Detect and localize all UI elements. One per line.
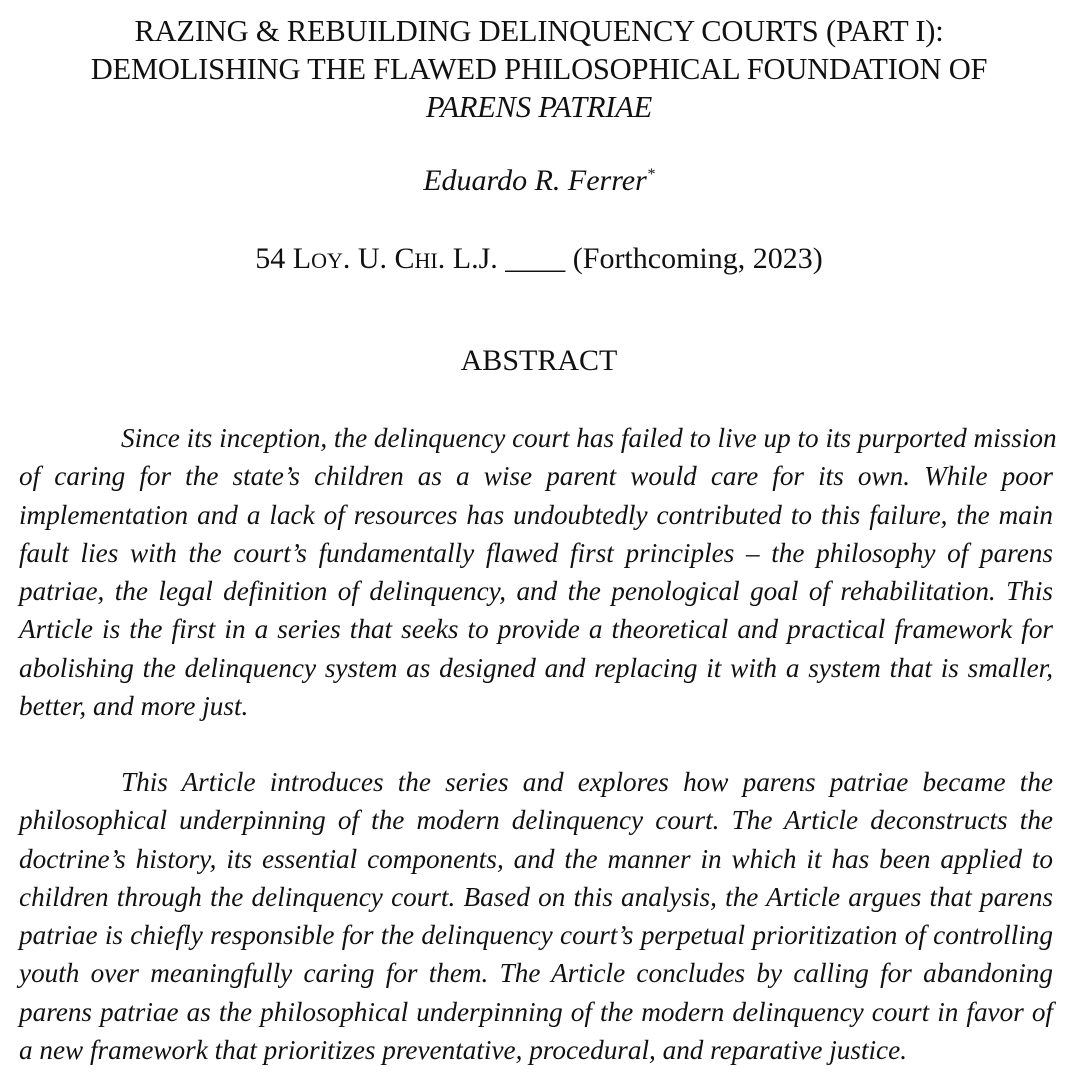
abstract-p2-line: youth over meaningfully caring for them. The Article concludes by calling for abandoning: [19, 958, 1053, 989]
citation-journal: LOY. U. CHI. L.J.: [292, 242, 498, 275]
title-line-3: PARENS PATRIAE: [425, 90, 653, 124]
author-footnote-mark: *: [646, 166, 655, 183]
author-name: Eduardo R. Ferrer: [423, 164, 647, 197]
abstract-p2-line: doctrine’s history, its essential components, and the manner in which it has been applied to: [19, 843, 1053, 874]
abstract-p1-line: patriae, the legal definition of delinquency, and the penological goal of rehabilitation. This: [19, 576, 1053, 607]
abstract-p1-line: fault lies with the court’s fundamentally flawed first principles – the philosophy of parens: [19, 537, 1053, 568]
citation-line: [0, 240, 1078, 280]
abstract-p2-line: patriae is chiefly responsible for the delinquency court’s perpetual prioritization of controlling: [19, 920, 1053, 951]
abstract-heading: ABSTRACT: [460, 344, 618, 377]
abstract-p1-line: of caring for the state’s children as a wise parent would care for its own. While poor: [19, 461, 1053, 492]
title-line-1: RAZING & REBUILDING DELINQUENCY COURTS (PART I):: [134, 14, 944, 48]
citation-status: (Forthcoming, 2023): [572, 242, 823, 275]
abstract-p1-line: implementation and a lack of resources has undoubtedly contributed to this failure, the main: [19, 499, 1053, 530]
abstract-p2-line: This Article introduces the series and explores how parens patriae became the: [121, 767, 1053, 797]
citation-page-blank: ____: [505, 242, 566, 275]
abstract-p2-line: parens patriae as the philosophical underpinning of the modern delinquency court in favor of: [19, 996, 1053, 1027]
abstract-p1-line: better, and more just.: [19, 691, 249, 722]
abstract-paragraph-1: [19, 419, 1057, 725]
abstract-p1-line: abolishing the delinquency system as designed and replacing it with a system that is smaller,: [19, 652, 1053, 683]
abstract-p2-line: philosophical underpinning of the modern delinquency court. The Article deconstructs the: [19, 805, 1053, 836]
abstract-p1-line: Since its inception, the delinquency court has failed to live up to its purported mission: [121, 423, 1057, 453]
paper-title: [0, 12, 1078, 126]
citation-volume: 54: [255, 242, 286, 275]
title-line-2: DEMOLISHING THE FLAWED PHILOSOPHICAL FOUNDATION OF: [90, 52, 988, 86]
abstract-p1-line: Article is the first in a series that seeks to provide a theoretical and practical framework for: [19, 614, 1053, 645]
abstract-p2-line: children through the delinquency court. Based on this analysis, the Article argues that parens: [19, 881, 1053, 912]
abstract-p2-line: a new framework that prioritizes preventative, procedural, and reparative justice.: [19, 1035, 907, 1066]
abstract-paragraph-2: [19, 763, 1053, 1069]
author-line: [0, 162, 1078, 200]
